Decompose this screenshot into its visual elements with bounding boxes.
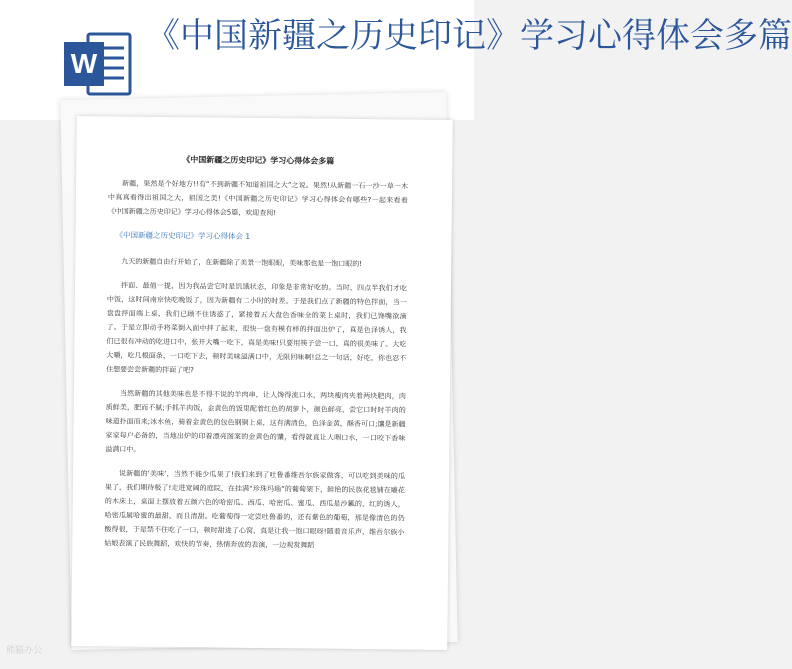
document-body [104, 152, 408, 563]
intro-paragraph: 新疆，果然是个好地方!!有“不到新疆不知道祖国之大”之说。果然!从新疆一石一沙一草一木中真真看得出祖国之大，祖国之美!《中国新疆之历史印记》学习心得体会有哪些?一起来看看《中国新疆之历史印记》学习心得体会5篇，欢迎查阅! [107, 179, 409, 218]
watermark [0, 643, 474, 663]
banner-title: 《中国新疆之历史印记》学习心得体会多篇 [146, 16, 792, 56]
section-heading: 《中国新疆之历史印记》学习心得体会 1 [115, 230, 251, 241]
document-title: 《中国新疆之历史印记》学习心得体会多篇 [182, 155, 335, 166]
document-page [71, 116, 453, 650]
paragraph: 当然新疆的其他美味也是不得不说的羊肉串，让人馋得流口水，两块瘦肉夹着两块肥肉，肉质鲜美，肥而不腻;手抓羊肉饭，金黄色的饭里配着红色的胡萝卜，颜色鲜亮，尝它口时时羊肉的味道扑面而来;冰水鱼，骑着金黄色的包色钢铜上桌，这有满清色，色泽金黄，酥香可口;馕是新疆家家每户必备的，当地出炉的印着漂亮图案的金黄色的馕，看得就直让人咽口水，一口咬下香味溢满口中。 [105, 389, 406, 454]
word-document-icon [62, 28, 134, 100]
svg-text:W: W [70, 48, 98, 79]
paragraph: 拌面、最值一提，因为我品尝它时是饥饿状态，印象是非常好吃的。当时，四点半我们才吃中饭，这时间南京快吃晚饭了，因为新疆有二小时的时差。于是我们点了新疆的特色拌面，当一盘盘拌面端上桌，我们已顾不住诱惑了，紧接着五大盘色香味全的菜上桌时，我们已馋嘴欲滴了。于是立即动手将菜倒入面中拌了起来，很快一盘有模有样的拌面出炉了，真是色泽诱人，我们已很有冲动的吃进口中，张开大嘴一吃下，真是美味!只要用筷子尝一口，真的很美味了。大吃大嚼，吃几根面条，一口吃下去，顿时美味溢满口中，无限回味啊!总之一句话，好吃，你也忍不住想要尝尝新疆的拌面了吧? [106, 281, 408, 375]
paragraph: 说新疆的‘美味’，当然不能少瓜果了!我们来到了吐鲁番维吾尔族家做客，可以吃到美味的瓜果了，我们期待极了!走进宽阔的庭院，在挂满“珍珠玛瑙”的葡萄架下，鲜艳的民族花毯铺在雕花的木床上，桌面上摆放着五颜六色的哈密瓜、西瓜、哈密瓜、蜜瓜、西瓜是沙瓤的，红的诱人，哈密瓜属哈蜜的最甜，而且清甜。吃葡萄得一定尝吐鲁番的，还有紫色的葡萄，那是像清色的仍酸得很，于是禁不住吃了一口，顿时甜进了心窝，真是让我一饱口眼呀!随着音乐声，维吾尔族小姑娘表演了民族舞蹈，欢快的节奏，热情奔放的表演，一边观赏舞蹈 [104, 469, 406, 550]
paragraph: 九天的新疆自由行开始了，在新疆除了美景一饱眼眼，美味那也是一饱口眼的! [121, 257, 363, 269]
watermark-text: 熊猫办公 [6, 646, 43, 656]
